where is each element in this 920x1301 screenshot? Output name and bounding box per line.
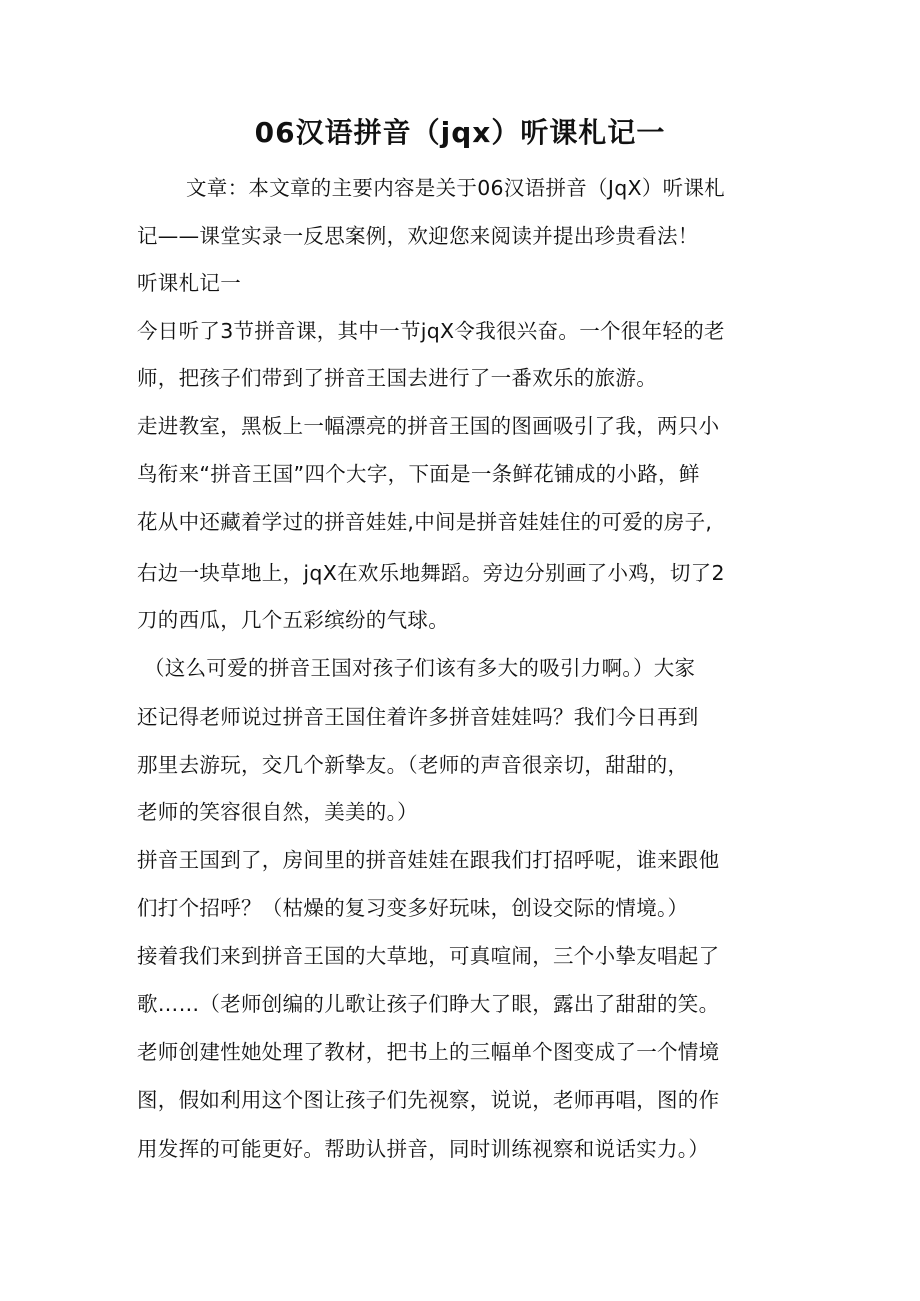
paragraph-line: 拼音王国到了，房间里的拼音娃娃在跟我们打招呼呢，谁来跟他 [137, 848, 720, 872]
paragraph-line: 图，假如利用这个图让孩子们先视察，说说，老师再唱，图的作 [137, 1088, 720, 1112]
paragraph-line: 老师创建性她处理了教材，把书上的三幅单个图变成了一个情境 [137, 1040, 720, 1064]
paragraph-line: 接着我们来到拼音王国的大草地，可真喧闹，三个小挚友唱起了 [137, 944, 720, 968]
document-title: 06汉语拼音（jqx）听课札记一 [254, 116, 666, 149]
paragraph-line: 师，把孩子们带到了拼音王国去进行了一番欢乐的旅游。 [137, 366, 657, 390]
paragraph-line: 刀的西瓜，几个五彩缤纷的气球。 [137, 608, 449, 632]
section-heading: 听课札记一 [137, 271, 241, 295]
paragraph-line: 那里去游玩，交几个新挚友。（老师的声音很亲切，甜甜的， [137, 753, 689, 777]
paragraph-line: 老师的笑容很自然，美美的。） [137, 800, 418, 824]
paragraph-line: 们打个招呼？（枯燥的复习变多好玩味，创设交际的情境。） [137, 896, 689, 920]
paragraph-line: 花从中还藏着学过的拼音娃娃,中间是拼音娃娃住的可爱的房子, [137, 510, 713, 534]
abstract-line-1: 文章：本文章的主要内容是关于06汉语拼音（JqX）听课札 [186, 176, 726, 200]
paragraph-line: 鸟衔来“拼音王国”四个大字，下面是一条鲜花铺成的小路，鲜 [137, 462, 700, 486]
paragraph-line: （这么可爱的拼音王国对孩子们该有多大的吸引力啊。）大家 [144, 656, 696, 680]
paragraph-line: 用发挥的可能更好。帮助认拼音，同时训练视察和说话实力。） [137, 1137, 710, 1161]
paragraph-line: 右边一块草地上，jqX在欢乐地舞蹈。旁边分别画了小鸡，切了2 [137, 561, 725, 585]
paragraph-line: 歌……（老师创编的儿歌让孩子们睁大了眼，露出了甜甜的笑。 [137, 992, 720, 1016]
paragraph-line: 走进教室，黑板上一幅漂亮的拼音王国的图画吸引了我，两只小 [137, 414, 720, 438]
abstract-line-2: 记——课堂实录一反思案例，欢迎您来阅读并提出珍贵看法！ [137, 224, 699, 248]
paragraph-line: 今日听了3节拼音课，其中一节jqX令我很兴奋。一个很年轻的老 [137, 319, 725, 343]
paragraph-line: 还记得老师说过拼音王国住着许多拼音娃娃吗？我们今日再到 [137, 705, 699, 729]
